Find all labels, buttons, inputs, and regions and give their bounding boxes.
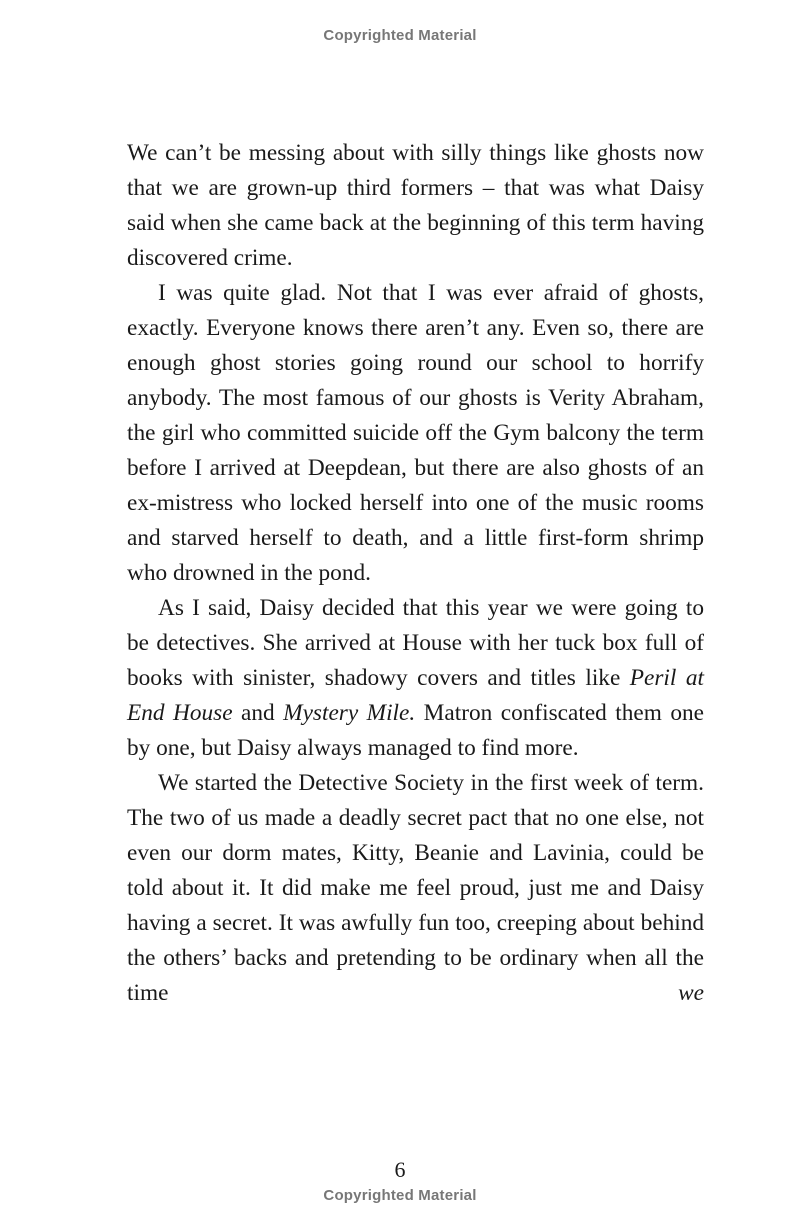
page-body xyxy=(127,136,704,1011)
paragraph-3-text-between: and xyxy=(232,700,284,726)
paragraph-3-text-end: Matron confiscated them one by one, but Daisy always managed to find more. xyxy=(127,700,704,761)
paragraph-3 xyxy=(127,591,704,766)
page-number: 6 xyxy=(394,1157,406,1182)
book-title-peril-at-end-house: Peril at End House xyxy=(127,665,705,726)
copyright-watermark-bottom: Copyrighted Material xyxy=(323,1187,477,1204)
paragraph-4-emphasis: we xyxy=(678,980,704,1006)
copyright-watermark-top: Copyrighted Material xyxy=(323,27,477,44)
book-title-mystery-mile: Mystery Mile. xyxy=(283,700,416,726)
paragraph-1: We can’t be messing about with silly things like ghosts now that we are grown-up third formers – that was what Daisy said when she came back at the beginning of this term having discovered crime. xyxy=(127,140,704,271)
paragraph-2: I was quite glad. Not that I was ever afraid of ghosts, exactly. Everyone knows there aren’t any. Even so, there are enough ghost stories going round our school to horrify anybody. The most famous of our ghosts is Verity Abraham, the girl who committed suicide off the Gym balcony the term before I arrived at Deepdean, but there are also ghosts of an ex-mistress who locked herself into one of the music rooms and starved herself to death, and a little first-form shrimp who drowned in the pond. xyxy=(127,280,704,586)
paragraph-4-text: We started the Detective Society in the first week of term. The two of us made a deadly secret pact that no one else, not even our dorm mates, Kitty, Beanie and Lavinia, could be told about it. It did make me feel proud, just me and Daisy having a secret. It was awfully fun too, creeping about behind the others’ backs and pretending to be ordinary when all the time xyxy=(127,770,704,1006)
paragraph-3-text-start: As I said, Daisy decided that this year we were going to be detectives. She arrived at House with her tuck box full of books with sinister, shadowy covers and titles like xyxy=(127,595,704,691)
paragraph-4 xyxy=(127,766,704,1011)
